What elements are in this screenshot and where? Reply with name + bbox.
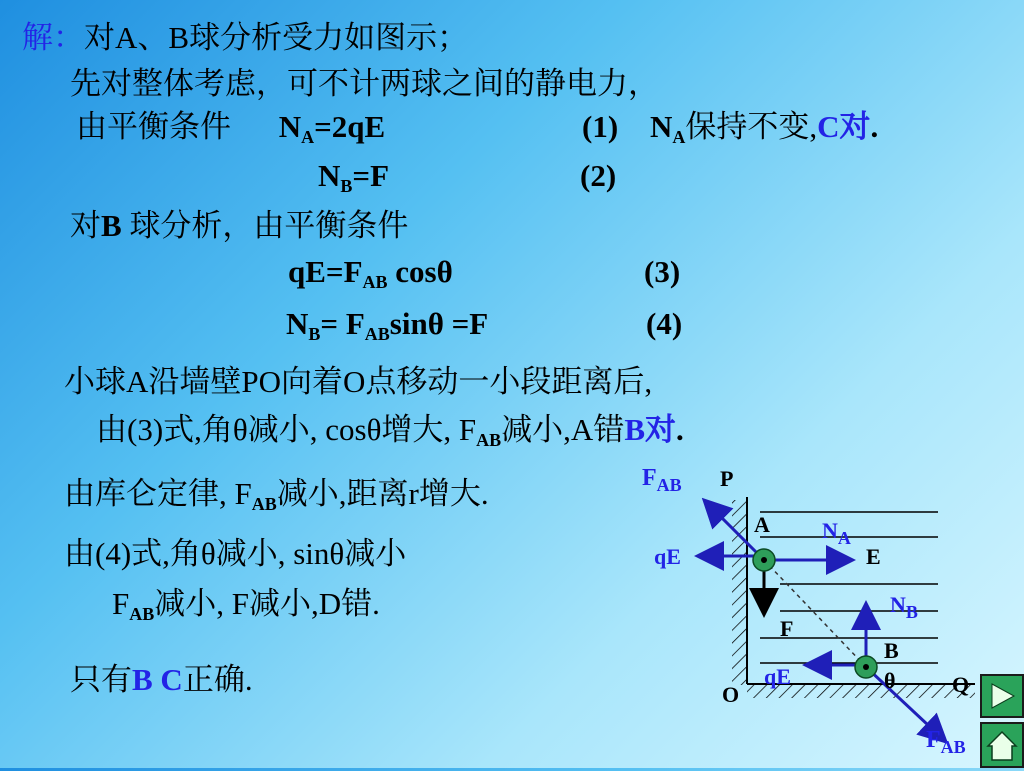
solution-line-5: 对B 球分析，由平衡条件: [70, 208, 409, 243]
eq3-number: (3): [644, 254, 681, 289]
solution-line-10: 由库仑定律, $F_{AB}$减小,距离r增大.: [64, 476, 489, 514]
theta-label: θ: [884, 668, 896, 693]
q-label: Q: [952, 672, 970, 697]
solution-line-9: 由(3)式,角θ减小, cosθ增大, $F_{AB}$减小,A错B对.: [96, 412, 684, 450]
eq4: $N_B= F_{AB}\sin\theta =F$: [286, 306, 489, 344]
eq2-number: (2): [580, 158, 617, 193]
qe-a-label: qE: [654, 544, 681, 569]
eq1-number: (1): [582, 109, 619, 144]
e-label: E: [866, 544, 881, 569]
eq3: $qE=F_{AB}$ cosθ: [288, 254, 453, 292]
o-label: O: [722, 682, 740, 707]
p-label: P: [720, 466, 734, 491]
solution-line-13: 只有B C正确.: [70, 662, 253, 697]
fab-bottom-label: $F_{AB}$: [926, 727, 966, 757]
line1-text: 对A、B球分析受力如图示；: [84, 20, 469, 55]
eq4-number: (4): [646, 306, 683, 341]
next-slide-button[interactable]: [980, 674, 1024, 718]
solution-prefix: 解：: [22, 20, 84, 55]
eq1-note: $N_A$保持不变,C对.: [650, 109, 879, 147]
connecting-line: [764, 560, 866, 667]
solution-line-8: 小球A沿墙壁PO向着O点移动一小段距离后,: [64, 364, 653, 399]
f-label: F: [780, 616, 794, 641]
eq2: $N_B=F$: [318, 158, 390, 196]
solution-line-2: 先对整体考虑，可不计两球之间的静电力，: [70, 66, 659, 101]
line3-text: 由平衡条件: [76, 109, 231, 144]
na-label: $N_A$: [822, 518, 851, 548]
fab-top-label: $F_{AB}$: [642, 465, 682, 495]
qe-b-label: qE: [764, 664, 791, 689]
solution-line-12: $F_{AB}$减小, F减小,D错.: [112, 586, 380, 624]
home-icon: [982, 724, 1022, 766]
a-label: A: [754, 512, 770, 537]
home-button[interactable]: [980, 722, 1024, 768]
nb-label: $N_B$: [890, 592, 918, 622]
arrow-right-icon: [982, 676, 1022, 716]
solution-line-11: 由(4)式,角θ减小, sinθ减小: [64, 536, 407, 571]
wall-hatching: [732, 500, 746, 685]
b-label: B: [884, 638, 899, 663]
eq1: $N_A=2qE$: [278, 109, 386, 147]
